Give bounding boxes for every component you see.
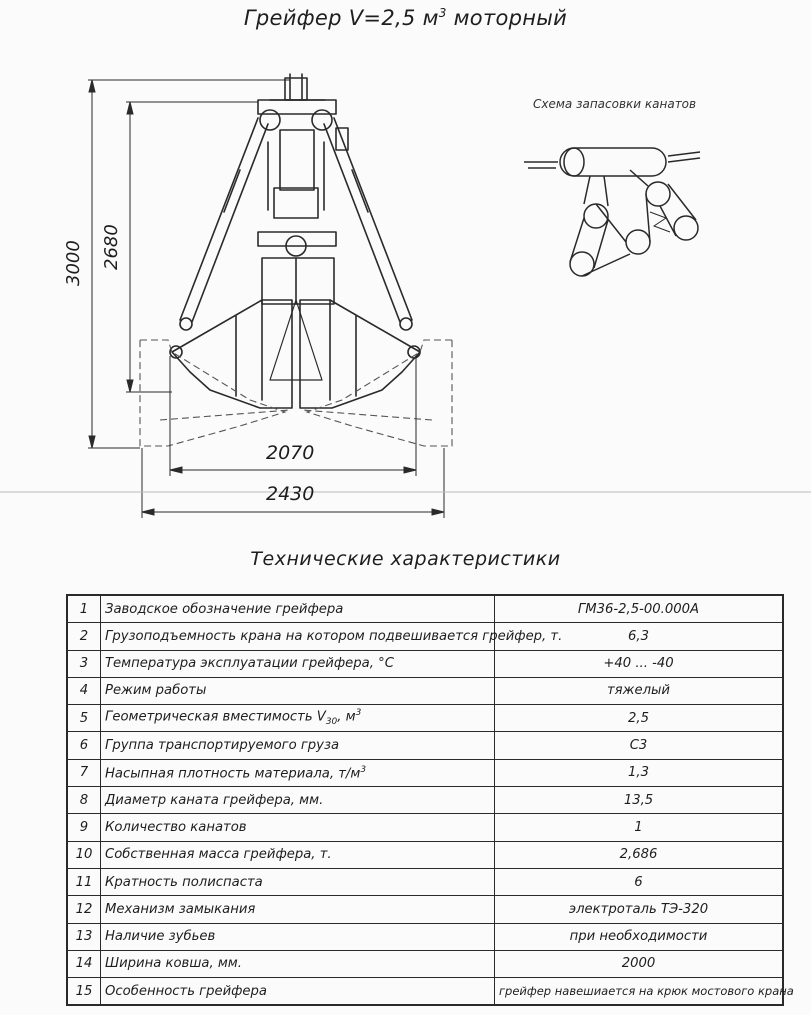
value-cell: при необходимости bbox=[495, 923, 784, 950]
parameter-cell bbox=[101, 923, 495, 950]
parameter-text: Режим работы bbox=[105, 683, 207, 699]
rope-pulley-4 bbox=[646, 182, 670, 206]
jaw-left-closed bbox=[172, 300, 292, 408]
table-row bbox=[67, 923, 783, 950]
row-number: 4 bbox=[67, 677, 101, 704]
rod-pin-right bbox=[400, 318, 412, 330]
parameter-cell bbox=[101, 950, 495, 977]
row-number: 1 bbox=[67, 595, 101, 623]
parameter-cell bbox=[101, 623, 563, 650]
parameter-text: Геометрическая вместимость V bbox=[105, 709, 326, 725]
teeth bbox=[270, 300, 322, 380]
row-number: 9 bbox=[67, 814, 101, 841]
specs-table bbox=[66, 594, 794, 1006]
specs-heading: Технические характеристики bbox=[250, 548, 561, 570]
rope-pulley-3 bbox=[626, 230, 650, 254]
parameter-cell bbox=[101, 732, 495, 759]
parameter-cell bbox=[101, 868, 495, 895]
table-row bbox=[67, 705, 783, 732]
jaw-right-closed bbox=[300, 300, 420, 408]
top-pulley-left bbox=[260, 110, 280, 130]
parameter-text: Собственная масса грейфера, т. bbox=[105, 847, 332, 863]
value-cell: 1,3 bbox=[495, 759, 784, 786]
rope-pulley-1 bbox=[584, 204, 608, 228]
lower-head bbox=[258, 232, 336, 304]
parameter-text: Грузоподъемность крана на котором подвешивается грейфер, т. bbox=[105, 628, 563, 644]
parameter-text: Диаметр каната грейфера, мм. bbox=[105, 792, 324, 808]
rope-scheme-caption: Схема запасовки канатов bbox=[533, 97, 697, 111]
rope-scheme bbox=[524, 148, 700, 276]
row-number: 11 bbox=[67, 868, 101, 895]
rod-right bbox=[324, 118, 412, 322]
table-row bbox=[67, 868, 783, 895]
parameter-text: Насыпная плотность материала, т/м bbox=[105, 766, 361, 782]
row-number: 14 bbox=[67, 950, 101, 977]
title-superscript: 3 bbox=[438, 6, 447, 20]
parameter-text: Особенность грейфера bbox=[105, 983, 267, 999]
row-number: 7 bbox=[67, 759, 101, 786]
rod-left bbox=[180, 118, 268, 322]
top-pulley-right bbox=[312, 110, 332, 130]
value-cell: ГМ36-2,5-00.000А bbox=[495, 595, 784, 623]
parameter-text: Наличие зубьев bbox=[105, 929, 216, 945]
title-text: Грейфер V=2,5 м bbox=[243, 6, 439, 30]
value-cell: 2,5 bbox=[495, 705, 784, 732]
parameter-text: Количество канатов bbox=[105, 819, 247, 835]
parameter-cell bbox=[101, 759, 495, 786]
row-number: 10 bbox=[67, 841, 101, 868]
row-number: 3 bbox=[67, 650, 101, 677]
parameter-subscript: 30 bbox=[325, 717, 338, 728]
parameter-cell bbox=[101, 595, 495, 623]
row-number: 8 bbox=[67, 787, 101, 814]
hoist-motor bbox=[268, 128, 348, 218]
parameter-cell bbox=[101, 650, 495, 677]
parameter-text: Механизм замыкания bbox=[105, 901, 256, 917]
jaws-open-outline bbox=[140, 340, 452, 446]
value-cell: 1 bbox=[495, 814, 784, 841]
table-row bbox=[67, 896, 783, 923]
value-cell: грейфер навешиается на крюк мостового крана bbox=[495, 978, 784, 1006]
table-row bbox=[67, 759, 783, 786]
table-row bbox=[67, 978, 783, 1006]
value-cell: электроталь ТЭ-320 bbox=[495, 896, 784, 923]
parameter-cell bbox=[101, 677, 495, 704]
row-number: 5 bbox=[67, 705, 101, 732]
parameter-cell bbox=[101, 787, 495, 814]
row-number: 13 bbox=[67, 923, 101, 950]
dimension-2430: 2430 bbox=[266, 483, 315, 505]
table-row bbox=[67, 595, 783, 623]
value-cell: 2,686 bbox=[495, 841, 784, 868]
parameter-cell bbox=[101, 814, 495, 841]
parameter-superscript: 3 bbox=[355, 708, 362, 719]
rope-drum bbox=[560, 148, 666, 176]
value-cell: тяжелый bbox=[495, 677, 784, 704]
table-row bbox=[67, 841, 783, 868]
table-row bbox=[67, 732, 783, 759]
parameter-superscript: 3 bbox=[360, 764, 367, 775]
parameter-text: Группа транспортируемого груза bbox=[105, 738, 340, 754]
parameter-suffix: , м bbox=[337, 709, 356, 725]
table-row bbox=[67, 787, 783, 814]
table-row bbox=[67, 650, 783, 677]
row-number: 15 bbox=[67, 978, 101, 1006]
parameter-text: Кратность полиспаста bbox=[105, 874, 263, 890]
row-number: 2 bbox=[67, 623, 101, 650]
value-cell: С3 bbox=[495, 732, 784, 759]
row-number: 12 bbox=[67, 896, 101, 923]
table-row bbox=[67, 814, 783, 841]
parameter-cell bbox=[101, 705, 495, 732]
title-suffix: моторный bbox=[446, 6, 568, 30]
table-row bbox=[67, 677, 783, 704]
parameter-text: Температура эксплуатации грейфера, °С bbox=[105, 656, 394, 672]
parameter-cell bbox=[101, 896, 495, 923]
row-number: 6 bbox=[67, 732, 101, 759]
parameter-text: Ширина ковша, мм. bbox=[105, 956, 242, 972]
dimension-2680: 2680 bbox=[101, 224, 122, 270]
table-row bbox=[67, 623, 783, 650]
value-cell: 6,3 bbox=[495, 623, 784, 650]
value-cell: +40 ... -40 bbox=[495, 650, 784, 677]
dimension-2070: 2070 bbox=[266, 442, 315, 464]
value-cell: 6 bbox=[495, 868, 784, 895]
rope-pulley-5 bbox=[674, 216, 698, 240]
parameter-cell bbox=[101, 978, 495, 1006]
parameter-text: Заводское обозначение грейфера bbox=[105, 601, 344, 617]
table-row bbox=[67, 950, 783, 977]
dimension-3000: 3000 bbox=[63, 240, 84, 286]
value-cell: 13,5 bbox=[495, 787, 784, 814]
rod-pin-left bbox=[180, 318, 192, 330]
value-cell: 2000 bbox=[495, 950, 784, 977]
parameter-cell bbox=[101, 841, 495, 868]
